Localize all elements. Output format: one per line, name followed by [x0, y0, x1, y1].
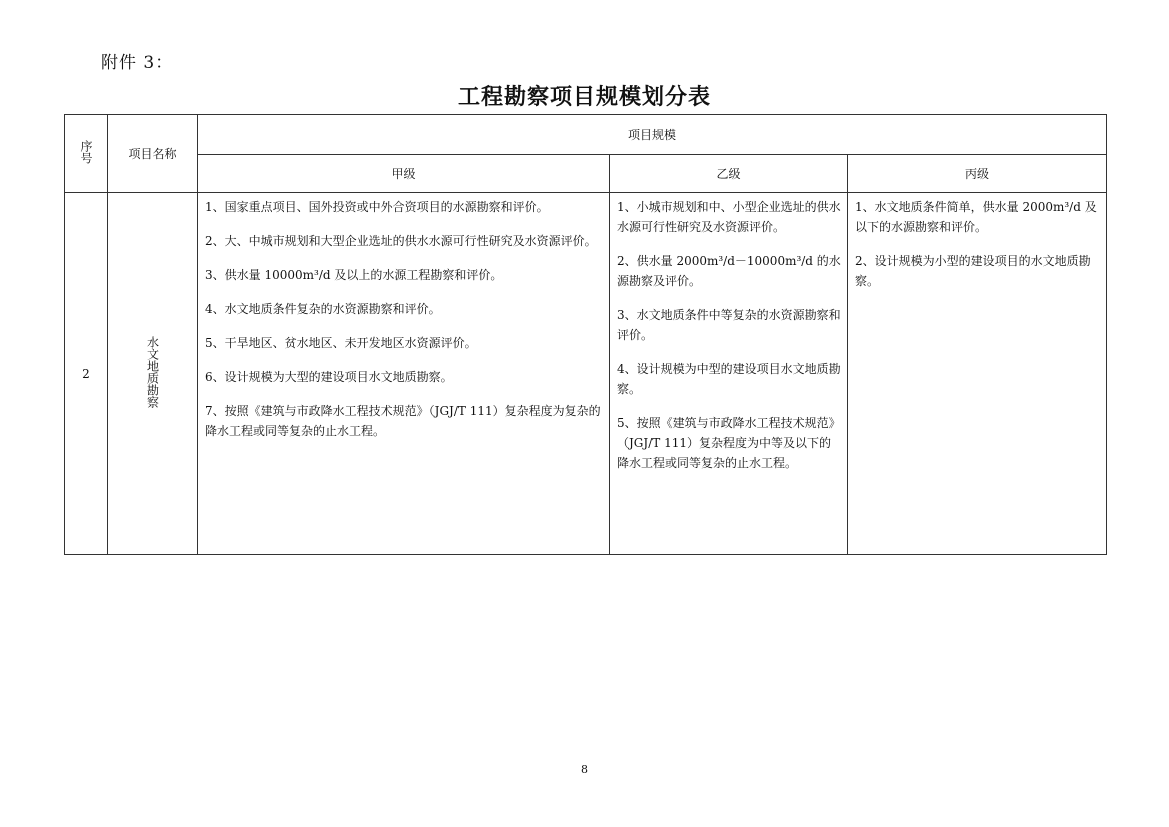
- grade-c-cell: [848, 193, 1107, 555]
- grade-b-cell: [610, 193, 848, 555]
- grade-b-item: 2、供水量 2000m³/d－10000m³/d 的水源勘察及评价。: [617, 254, 841, 288]
- header-seq: 序号: [79, 140, 93, 164]
- header-seq-cell: [65, 115, 108, 193]
- document-title: 工程勘察项目规模划分表: [457, 85, 711, 110]
- grade-b-item: 4、设计规模为中型的建设项目水文地质勘察。: [617, 362, 841, 396]
- row-name-cell: [108, 193, 198, 555]
- header-name: 项目名称: [108, 115, 198, 193]
- page-number: 8: [581, 763, 588, 776]
- grade-b-item: 3、水文地质条件中等复杂的水资源勘察和评价。: [617, 308, 841, 342]
- grade-c-item: 2、设计规模为小型的建设项目的水文地质勘察。: [855, 254, 1091, 288]
- row-seq: 2: [65, 193, 108, 555]
- table-header-row-2: [65, 155, 1107, 193]
- attachment-label: 附件 3：: [101, 53, 174, 73]
- header-grade-c: 丙级: [848, 155, 1107, 193]
- grade-a-item: 2、大、中城市规划和大型企业选址的供水水源可行性研究及水资源评价。: [205, 234, 597, 248]
- header-grade-b: 乙级: [610, 155, 848, 193]
- grade-a-item: 3、供水量 10000m³/d 及以上的水源工程勘察和评价。: [205, 268, 503, 282]
- grade-a-item: 1、国家重点项目、国外投资或中外合资项目的水源勘察和评价。: [205, 200, 549, 214]
- grade-b-item: 1、小城市规划和中、小型企业选址的供水水源可行性研究及水资源评价。: [617, 200, 841, 234]
- grade-a-item: 6、设计规模为大型的建设项目水文地质勘察。: [205, 370, 453, 384]
- table-row: [65, 193, 1107, 555]
- grade-c-item: 1、水文地质条件简单，供水量 2000m³/d 及以下的水源勘察和评价。: [855, 200, 1097, 234]
- row-name: 水文地质勘察: [145, 336, 160, 408]
- grade-b-item: 5、按照《建筑与市政降水工程技术规范》（JGJ/T 111）复杂程度为中等及以下的降水工程或同等复杂的止水工程。: [617, 416, 841, 470]
- grade-a-item: 5、干旱地区、贫水地区、未开发地区水资源评价。: [205, 336, 477, 350]
- grade-a-item: 7、按照《建筑与市政降水工程技术规范》（JGJ/T 111）复杂程度为复杂的降水工程或同等复杂的止水工程。: [205, 404, 601, 438]
- grade-a-cell: [198, 193, 610, 555]
- header-grade-a: 甲级: [198, 155, 610, 193]
- project-scale-table: [64, 114, 1107, 555]
- grade-a-item: 4、水文地质条件复杂的水资源勘察和评价。: [205, 302, 441, 316]
- table-header-row-1: [65, 115, 1107, 155]
- header-scale: 项目规模: [198, 115, 1107, 155]
